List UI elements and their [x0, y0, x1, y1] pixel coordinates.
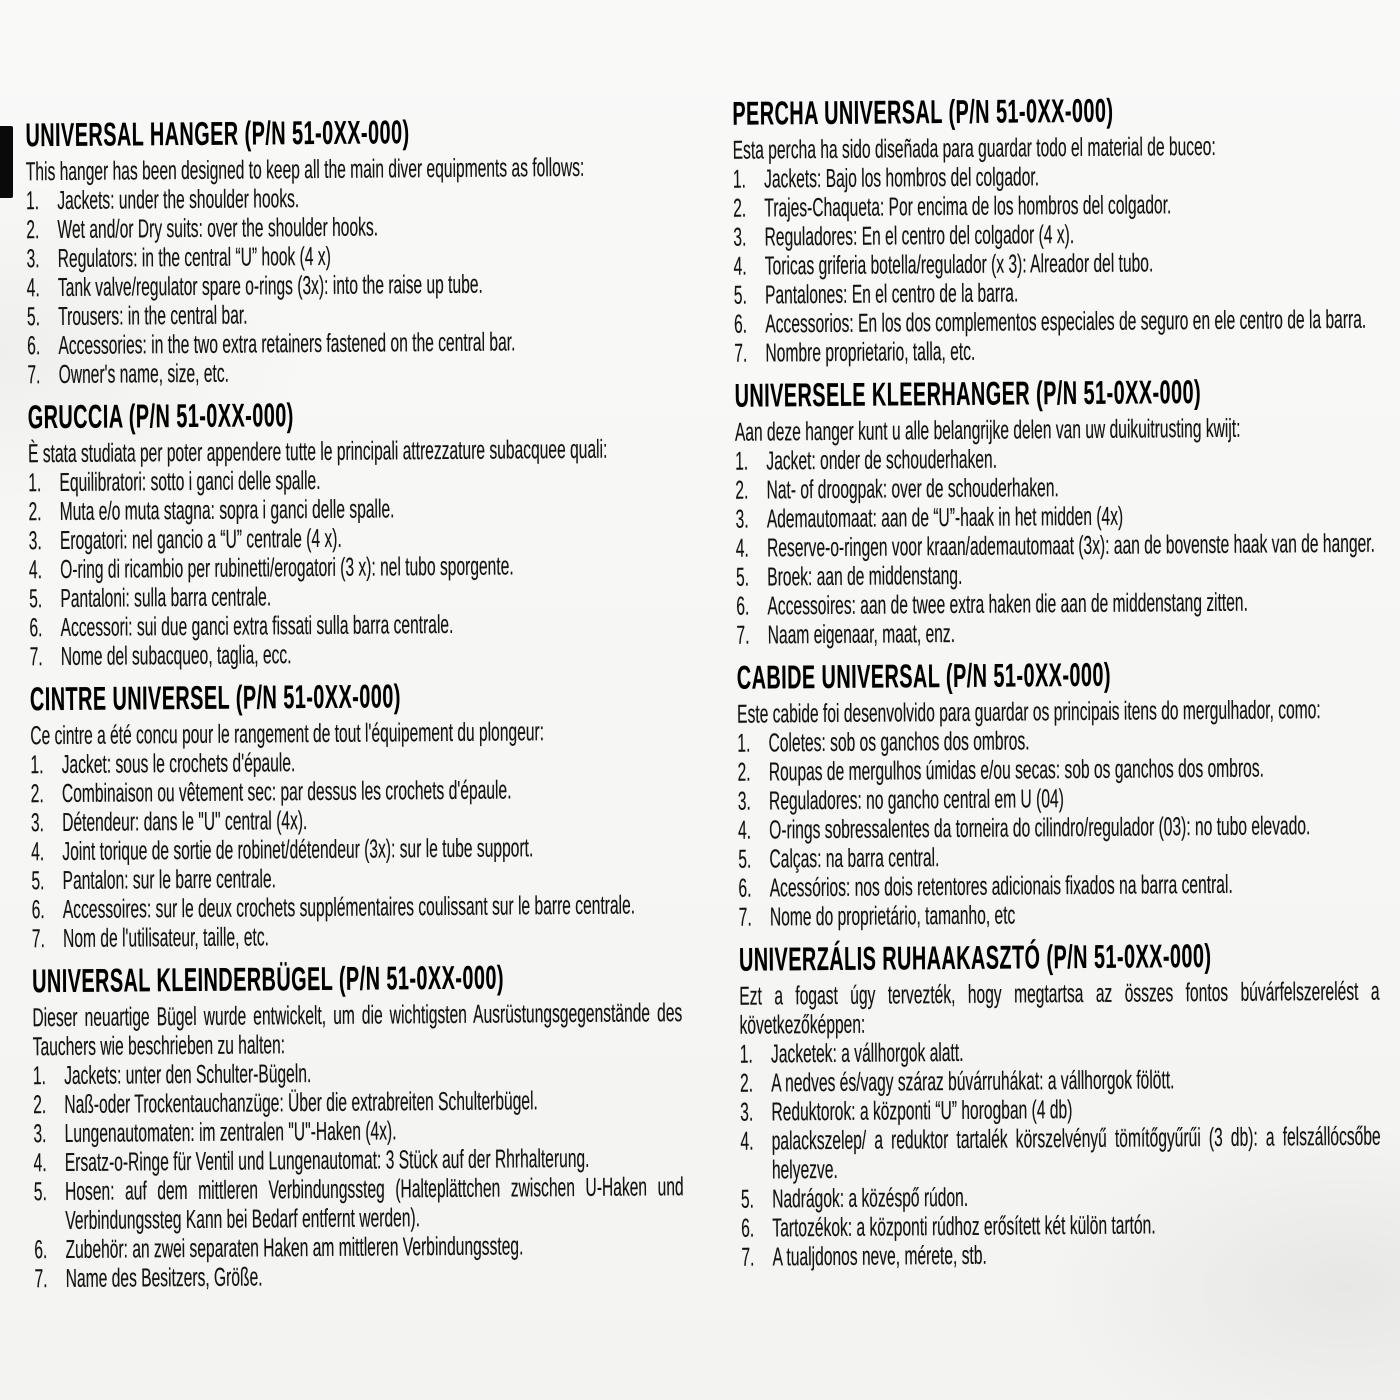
item-number: 2.: [33, 1089, 47, 1120]
item-text: O-ring di ricambio per rubinetti/erogatori (3 x): nel tubo sporgente.: [60, 550, 514, 585]
item-number: 2.: [26, 214, 40, 245]
item-text: Pantalon: sur le barre centrale.: [62, 863, 277, 896]
section-universal-hanger: [25, 112, 677, 389]
item-text: Nat- of droogpak: over de schouderhaken.: [766, 472, 1059, 505]
item-text: Nom de l'utilisateur, taille, etc.: [62, 921, 270, 954]
item-text: Accessories: in the two extra retainers fastened on the central bar.: [58, 326, 516, 361]
item-number: 3.: [28, 525, 42, 556]
section-title: CABIDE UNIVERSAL (P/N 51-0XX-000): [736, 655, 1112, 696]
item-number: 1.: [28, 467, 42, 498]
list-item: [34, 1172, 684, 1235]
item-number: 1.: [737, 727, 751, 758]
item-text: Pantalones: En el centro de la barra.: [764, 277, 1019, 310]
item-number: 4.: [733, 250, 747, 281]
item-number: 4.: [737, 814, 752, 845]
section-percha-universal: [732, 91, 1374, 368]
item-number: 7.: [738, 901, 752, 932]
item-text: Nome do proprietário, tamanho, etc: [769, 899, 1016, 932]
item-number: 4.: [28, 554, 43, 585]
item-text: Accessoires: sur le deux crochets supplémentaires coulissant sur le barre centrale.: [62, 889, 636, 925]
item-text: Zubehör: an zwei separaten Haken am mittleren Verbindungssteg.: [65, 1230, 524, 1264]
item-number: 1.: [732, 163, 747, 194]
section-title: UNIVERSAL KLEINDERBÜGEL (P/N 51-0XX-000): [32, 958, 505, 1000]
item-number: 6.: [29, 612, 43, 643]
item-text: Regulators: in the central “U” hook (4 x): [57, 240, 331, 274]
instruction-list: [740, 1035, 1382, 1272]
section-intro: Aan deze hanger kunt u alle belangrijke delen van uw duikuitrusting kwijt:: [734, 412, 1241, 447]
item-number: 3.: [30, 807, 45, 838]
section-intro: Ezt a fogast úgy tervezték, hogy megtartsa az összes fontos búvárfelszerelést a következőképpen:: [739, 975, 1380, 1040]
item-text: Jackets: Bajo los hombros del colgador.: [763, 161, 1040, 194]
list-item: [741, 1238, 1381, 1272]
item-number: 1.: [739, 1038, 753, 1069]
list-item: [739, 898, 1379, 932]
item-text: Acessórios: nos dois retentores adicionais fixados na barra central.: [769, 868, 1233, 903]
item-text: Trousers: in the central bar.: [58, 299, 248, 332]
item-text: Name des Besitzers, Größe.: [65, 1261, 263, 1293]
item-number: 6.: [738, 872, 752, 903]
list-item: [34, 1259, 684, 1293]
item-text: Muta e/o muta stagna: sopra i ganci delle spalle.: [59, 493, 395, 527]
item-text: Broek: aan de middenstang.: [767, 559, 963, 592]
item-number: 5.: [26, 301, 41, 332]
item-number: 6.: [736, 590, 750, 621]
item-number: 6.: [733, 308, 748, 339]
section-cintre-universel: [30, 676, 682, 953]
item-number: 1.: [25, 185, 40, 216]
item-number: 5.: [29, 583, 43, 614]
item-number: 3.: [737, 785, 751, 816]
item-text: Accessorios: En los dos complementos especiales de seguro en ele centro de la barra.: [765, 303, 1367, 339]
item-number: 6.: [31, 894, 45, 925]
section-cabide-universal: [737, 655, 1379, 932]
item-number: 4.: [33, 1147, 47, 1178]
item-text: Erogatori: nel gancio a “U” centrale (4 x).: [59, 522, 342, 556]
list-item: [734, 334, 1374, 368]
item-number: 1.: [735, 445, 749, 476]
item-number: 5.: [31, 865, 45, 896]
item-text: Tartozékok: a központi rúdhoz erősített két külön tartón.: [772, 1209, 1156, 1243]
item-text: Jackets: unter den Schulter-Bügeln.: [64, 1058, 312, 1091]
item-text: Accessori: sui due ganci extra fissati sulla barra centrale.: [60, 608, 454, 643]
section-intro: Esta percha ha sido diseñada para guardar todo el material de buceo:: [732, 130, 1216, 165]
item-number: 7.: [741, 1241, 755, 1272]
item-number: 5.: [735, 561, 750, 592]
item-text: Nadrágok: a közéspő rúdon.: [771, 1181, 969, 1214]
instruction-list: [735, 442, 1377, 650]
item-text: Owner's name, size, etc.: [58, 357, 230, 390]
item-text: palackszelep/ a reduktor tartalék körszelvényű tömítőgyűrűi (3 db): a felszállócsőbe helyezve.: [771, 1120, 1381, 1185]
section-title: UNIVERSELE KLEERHANGER (P/N 51-0XX-000): [734, 373, 1202, 414]
item-text: Ersatz-o-Ringe für Ventil und Lungenautomat: 3 Stück auf der Rhrhalterung.: [64, 1142, 590, 1178]
section-universele-kleerhanger: [734, 373, 1376, 650]
item-number: 4.: [740, 1125, 754, 1156]
item-text: Roupas de mergulhos úmidas e/ou secas: sob os ganchos dos ombros.: [768, 752, 1265, 787]
section-intro: Dieser neuartige Bügel wurde entwickelt, um die wichtigsten Ausrüstungsgegenstände des Tauchers wie beschrieben zu halten:: [32, 997, 683, 1062]
item-text: Reguladores: En el centro del colgador (4 x).: [764, 219, 1075, 252]
item-number: 7.: [31, 923, 45, 954]
item-text: Naam eigenaar, maat, enz.: [767, 617, 956, 650]
item-number: 3.: [740, 1096, 754, 1127]
section-title: UNIVERZÁLIS RUHAAKASZTÓ (P/N 51-0XX-000): [738, 936, 1212, 978]
item-number: 2.: [28, 496, 42, 527]
item-text: Reduktorok: a központi “U” horogban (4 db): [771, 1094, 1073, 1127]
item-number: 7.: [734, 337, 748, 368]
item-text: Calças: na barra central.: [769, 842, 940, 874]
section-title: GRUCCIA (P/N 51-0XX-000): [27, 396, 294, 436]
item-text: A tualjdonos neve, mérete, stb.: [772, 1239, 987, 1272]
item-number: 3.: [26, 243, 40, 274]
item-number: 5.: [738, 843, 752, 874]
section-title: PERCHA UNIVERSAL (P/N 51-0XX-000): [732, 91, 1114, 132]
item-number: 4.: [735, 532, 749, 563]
item-number: 3.: [735, 503, 749, 534]
item-text: Combinaison ou vêtement sec: par dessus les crochets d'épaule.: [61, 774, 512, 809]
item-text: Trajes-Chaqueta: Por encima de los hombros del colgador.: [764, 189, 1172, 223]
item-number: 7.: [736, 619, 750, 650]
item-text: Ademautomaat: aan de “U”-haak in het midden (4x): [766, 500, 1124, 534]
item-number: 7.: [34, 1263, 48, 1294]
item-text: Lungenautomaten: im zentralen "U"-Haken (4x).: [64, 1115, 397, 1149]
section-title: CINTRE UNIVERSEL (P/N 51-0XX-000): [29, 677, 401, 718]
instruction-list: [733, 160, 1375, 368]
item-number: 1.: [32, 1060, 47, 1091]
item-text: Détendeur: dans le "U" central (4x).: [62, 805, 308, 838]
item-text: Pantaloni: sulla barra centrale.: [60, 581, 272, 614]
item-number: 7.: [27, 359, 41, 390]
item-text: Reguladores: no gancho central em U (04): [768, 783, 1064, 816]
item-text: Jacket: sous le crochets d'épaule.: [61, 747, 296, 780]
instruction-list: [28, 463, 679, 671]
item-text: Accessoires: aan de twee extra haken die aan de middenstang zitten.: [767, 586, 1248, 621]
right-column: [732, 0, 1382, 1282]
item-text: Nombre proprietario, talla, etc.: [765, 335, 976, 368]
list-item: [30, 637, 680, 671]
item-number: 2.: [30, 778, 44, 809]
item-number: 5.: [33, 1176, 47, 1207]
item-text: Jackets: under the shoulder hooks.: [57, 183, 300, 216]
item-number: 2.: [737, 756, 751, 787]
item-text: Hosen: auf dem mittleren Verbindungssteg (Halteplättchen zwischen U-Haken und Verbindungssteg Kann bei Bedarf entfernt werden).: [64, 1171, 684, 1236]
list-item: [27, 355, 677, 389]
section-title: UNIVERSAL HANGER (P/N 51-0XX-000): [25, 113, 410, 154]
item-number: 3.: [33, 1118, 47, 1149]
item-number: 6.: [27, 330, 41, 361]
section-intro: È stata studiata per poter appendere tutte le principali attrezzature subacquee quali:: [27, 433, 608, 469]
section-gruccia: [28, 394, 680, 671]
item-text: Equilibratori: sotto i ganci delle spalle.: [59, 464, 321, 498]
item-text: Tank valve/regulator spare o-rings (3x): into the raise up tube.: [57, 268, 483, 303]
item-number: 3.: [733, 221, 747, 252]
item-number: 6.: [741, 1212, 755, 1243]
item-text: Reserve-o-ringen voor kraan/ademautomaat (3x): aan de bovenste haak van de hanger.: [766, 527, 1376, 563]
item-number: 4.: [31, 836, 45, 867]
item-text: Nome del subacqueo, taglia, ecc.: [60, 639, 292, 672]
instruction-list: [33, 1056, 685, 1293]
left-column: [25, 0, 685, 1303]
section-univerzalis-ruhaakaszto: [739, 937, 1382, 1272]
item-text: Coletes: sob os ganchos dos ombros.: [768, 725, 1030, 758]
item-text: Naß-oder Trockentauchanzüge: Über die extrabreiten Schulterbügel.: [64, 1085, 538, 1120]
item-number: 5.: [733, 279, 747, 310]
list-item: [740, 1122, 1381, 1185]
item-number: 5.: [740, 1183, 755, 1214]
instruction-list: [737, 724, 1379, 932]
item-text: A nedves és/vagy száraz búvárruhákat: a vállhorgok fölött.: [771, 1064, 1175, 1098]
item-text: Jacketek: a vállhorgok alatt.: [770, 1036, 964, 1069]
list-item: [736, 616, 1376, 650]
item-text: Wet and/or Dry suits: over the shoulder hooks.: [57, 211, 379, 245]
instruction-list: [26, 181, 677, 389]
section-universal-kleinderbuegel: [32, 958, 684, 1293]
item-number: 1.: [30, 749, 44, 780]
item-number: 6.: [34, 1234, 48, 1265]
instruction-list: [30, 745, 681, 953]
item-text: Jacket: onder de schouderhaken.: [766, 443, 998, 476]
item-number: 7.: [29, 641, 43, 672]
item-number: 2.: [735, 474, 749, 505]
section-intro: Este cabide foi desenvolvido para guardar os principais itens do mergulhador, como:: [736, 694, 1321, 729]
item-number: 4.: [26, 272, 40, 303]
section-intro: This hanger has been designed to keep all the main diver equipments as follows:: [25, 151, 585, 187]
list-item: [32, 919, 682, 953]
section-intro: Ce cintre a été concu pour le rangement de tout l'équipement du plongeur:: [30, 716, 545, 751]
item-number: 2.: [739, 1067, 754, 1098]
item-text: O-rings sobressalentes da torneira do cilindro/regulador (03): no tubo elevado.: [769, 810, 1311, 845]
item-text: Toricas griferia botella/regulador (x 3): Alreador del tubo.: [764, 247, 1154, 281]
item-number: 2.: [733, 192, 747, 223]
item-text: Joint torique de sortie de robinet/détendeur (3x): sur le tube support.: [62, 832, 534, 867]
